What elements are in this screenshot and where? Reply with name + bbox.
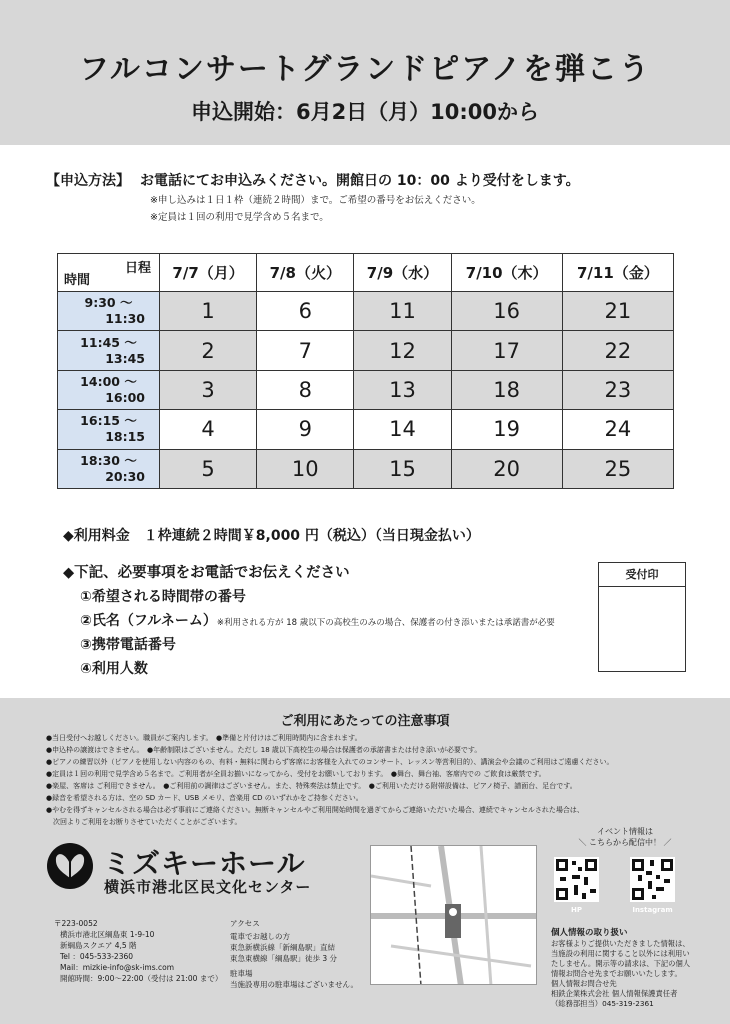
notice-line: ●楽屋、客席は ご利用できません。 ●ご利用前の調律はございません。また、特殊奏法は禁止です。 ●ご利用いただける附帯設備は、ピアノ椅子、譜面台、足台です。 [46,782,577,790]
hall-subname: 横浜市港北区民文化センター [104,878,312,896]
slot-number: 10 [257,449,354,488]
access-map [370,845,537,985]
corner-cell [58,254,160,292]
notice-line: ●当日受付へお越しください。職員がご案内します。 ●準備と片付けはご利用時間内に含まれます。 [46,734,362,742]
privacy-line: 相鉄企業株式会社 個人情報保護責任者 [551,989,678,998]
notice-line: ●ピアノの練習以外（ピアノを使用しない内容のもの、有料・無料に関わらず客席にお客様を入れてのコンサート、レッスン等営利目的）、講演会や会議のご利用はご遠慮ください。 [46,758,614,766]
slot-number: 12 [354,331,451,370]
corner-date-label: 日程 [124,261,151,276]
time-start: 18:30 ～ [80,452,137,468]
slot-number: 9 [257,410,354,449]
time-start: 11:45 ～ [80,334,137,350]
access-heading: アクセス [230,919,260,928]
date-header: 7/8（火） [257,254,354,292]
hp-label: HP [571,906,582,914]
opening-hours: 開館時間：9:00～22:00（受付は 21:00 まで） [60,974,223,983]
address-line: 新綱島スクエア 4,5 階 [60,941,137,950]
slot-number: 23 [562,370,673,409]
access-line: 東急東横線「綱島駅」徒歩 3 分 [230,954,338,963]
qr-code-icon [630,857,675,902]
schedule-row [58,370,674,409]
schedule-row [58,449,674,488]
date-header: 7/7（月） [160,254,257,292]
notice-line: ●録音を希望される方は、空の SD カード、USB メモリ、音楽用 CD のいずれかをご持参ください。 [46,794,363,802]
hall-logo [46,840,346,896]
slot-number: 7 [257,331,354,370]
time-end: 18:15 [105,429,145,445]
usage-fee: ◆利用料金 １枠連続２時間￥8,000 円（税込）（当日現金払い） [63,528,480,544]
slot-number: 24 [562,410,673,449]
slot-number: 14 [354,410,451,449]
parking-label: 駐車場 [230,969,253,978]
address-line: 横浜市港北区綱島東 1-9-10 [60,930,155,939]
events-line: イベント情報は [597,827,653,836]
time-start: 16:15 ～ [80,413,137,429]
notice-line: ●申込枠の譲渡はできません。 ●年齢制限はございません。ただし 18 歳以下高校生の場合は保護者の承諾書または付き添いが必要です。 [46,746,482,754]
notice-line: ●定員は１回の利用で見学含め５名まで。ご利用者が全員お揃いになってから、受付をお願いしております。 ●舞台、舞台袖、客席内での ご飲食は厳禁です。 [46,770,546,778]
map-drawing [371,846,537,985]
schedule-row [58,292,674,331]
slot-number: 22 [562,331,673,370]
requirement-item: ③携帯電話番号 [80,637,176,653]
butterfly-logo-icon [46,842,94,890]
hall-name: ミズキーホール [103,847,306,880]
application-start: 申込開始：6月2日（月）10:00から [190,100,540,124]
notices-title: ご利用にあたっての注意事項 [280,714,450,729]
slot-number: 18 [451,370,562,409]
slot-number: 8 [257,370,354,409]
privacy-line: 個人情報お問合せ先 [551,979,617,988]
time-cell [58,370,160,409]
slot-number: 19 [451,410,562,449]
instagram-qr-code[interactable] [630,857,675,902]
instagram-label: Instagram [632,906,673,914]
slot-number: 17 [451,331,562,370]
method-note-capacity: ※定員は１回の利用で見学含め５名まで。 [150,212,329,223]
date-header: 7/9（水） [354,254,451,292]
requirement-name-note: ※利用される方が 18 歳以下の高校生のみの場合、保護者の付き添いまたは承諾書が必要 [216,618,555,628]
schedule-header-row [58,254,674,292]
date-header: 7/10（木） [451,254,562,292]
requirement-item: ④利用人数 [80,661,148,677]
privacy-heading: 個人情報の取り扱い [551,928,628,938]
schedule-row [58,410,674,449]
time-start: 9:30 ～ [84,295,133,311]
time-cell [58,449,160,488]
schedule-table [57,253,674,489]
parking-text: 当施設専用の駐車場はございません。 [230,980,358,989]
privacy-line: お客様よりご提供いただきました情報は、 [551,939,690,948]
slot-number: 4 [160,410,257,449]
slot-number: 25 [562,449,673,488]
date-header: 7/11（金） [562,254,673,292]
slot-number: 2 [160,331,257,370]
time-end: 11:30 [105,311,145,327]
requirement-item: ①希望される時間帯の番号 [80,589,246,605]
requirement-item [80,610,555,630]
slot-number: 5 [160,449,257,488]
application-method [46,170,580,190]
notice-line: ●やむを得ずキャンセルされる場合は必ず事前にご連絡ください。無断キャンセルやご利用開始時間を過ぎてからご連絡いただいた場合、連続でキャンセルされた場合は、 [46,806,584,814]
reception-stamp-label: 受付印 [599,563,685,587]
privacy-line: 当施設の利用に関すること以外には利用い [551,949,690,958]
corner-time-label: 時間 [64,273,91,288]
time-end: 16:00 [105,389,145,405]
slot-number: 6 [257,292,354,331]
address-mail: Mail：mizkie-info@sk-ims.com [60,963,175,972]
slot-number: 11 [354,292,451,331]
requirements-heading: ◆下記、必要事項をお電話でお伝えください [63,565,350,581]
time-start: 14:00 ～ [80,373,137,389]
time-cell [58,331,160,370]
method-text: お電話にてお申込みください。開館日の 10：00 より受付をします。 [140,173,580,189]
time-cell [58,292,160,331]
slot-number: 16 [451,292,562,331]
privacy-line: 情報お問合せ先までお願いいたします。 [551,969,682,978]
notice-line: 次回よりご利用をお断りさせていただくことがございます。 [46,818,242,826]
address-zip: 〒223-0052 [54,919,98,928]
page-title: フルコンサートグランドピアノを弾こう [79,52,651,87]
reception-stamp-box [598,562,686,672]
privacy-line: たしません。開示等の請求は、下記の個人 [551,959,691,968]
access-train-label: 電車でお越しの方 [230,932,290,941]
events-line: ＼ こちらから配信中！ ／ [578,838,672,847]
slot-number: 3 [160,370,257,409]
slot-number: 15 [354,449,451,488]
time-cell [58,410,160,449]
method-note-limit: ※申し込みは１日１枠（連続２時間）まで。ご希望の番号をお伝えください。 [150,195,481,206]
schedule-row [58,331,674,370]
slot-number: 1 [160,292,257,331]
qr-code-icon [554,857,599,902]
privacy-line: （総務部担当）045-319-2361 [551,999,654,1008]
slot-number: 20 [451,449,562,488]
access-line: 東急新横浜線「新綱島駅」直結 [230,943,335,952]
slot-number: 21 [562,292,673,331]
hp-qr-code[interactable] [554,857,599,902]
address-tel: Tel ：045-533-2360 [60,952,134,961]
time-end: 20:30 [105,468,145,484]
slot-number: 13 [354,370,451,409]
requirement-name: ②氏名（フルネーム） [80,613,217,629]
time-end: 13:45 [105,350,145,366]
method-label: 【申込方法】 [46,173,130,189]
